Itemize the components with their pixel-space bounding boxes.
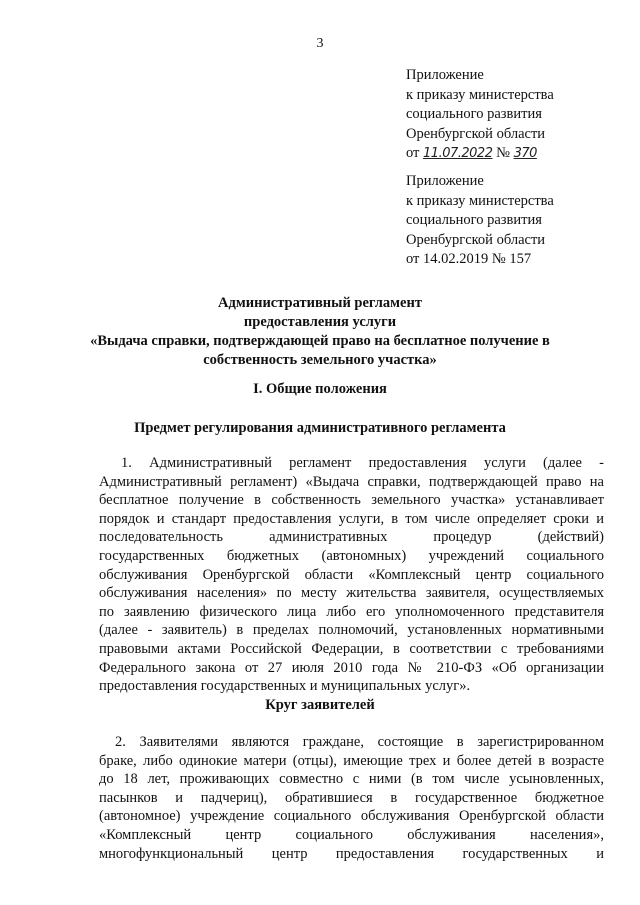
text-line: (автономное) учреждение социального обслуживания Оренбургской области (99, 808, 604, 825)
text-line: последовательность административных процедур (действий) (99, 529, 604, 546)
subsection-heading-subject: Предмет регулирования административного регламента (134, 420, 506, 436)
text-line: «Комплексный центр социального обслуживания населения», (99, 826, 604, 843)
paragraph-2 (99, 733, 604, 863)
appendix-line: социального развития (406, 106, 542, 122)
text-line: предоставления государственных и муниципальных услуг». (99, 678, 471, 695)
text-line: порядок и стандарт предоставления услуги, в том числе определяет сроки и (99, 510, 604, 527)
handwritten-date: 11.07.2022 (423, 146, 493, 161)
date-prefix: от (406, 145, 424, 161)
text-line: пасынков и падчериц), обратившиеся в государственное бюджетное (99, 789, 604, 806)
appendix-current-order (406, 66, 554, 164)
text-line: (далее - заявитель) в пределах полномочий, установленных нормативными (99, 622, 604, 639)
paragraph-1 (99, 454, 604, 696)
appendix-original-order (406, 172, 554, 270)
text-line: браке, либо одинокие матери (отцы), имеющие трех и более детей в возрасте (99, 752, 604, 769)
title-line: «Выдача справки, подтверждающей право на бесплатное получение в (90, 333, 550, 349)
text-line: 2. Заявителями являются граждане, состоящие в зарегистрированном (115, 734, 604, 750)
text-line: государственных бюджетных (автономных) учреждений социального (99, 547, 604, 564)
handwritten-number: 370 (513, 146, 537, 161)
text-line: обслуживания Оренбургской области «Комплексный центр социального (99, 566, 604, 583)
appendix-line: от 14.02.2019 № 157 (406, 251, 532, 267)
text-line: правовыми актами Российской Федерации, в соответствии с требованиями (99, 640, 604, 657)
text-line: многофункциональный центр предоставления государственных и (99, 845, 604, 862)
appendix-date-line (406, 144, 554, 164)
text-line: бесплатное получение в собственность земельного участка» устанавливает (99, 492, 604, 509)
appendix-line: Оренбургской области (406, 125, 546, 142)
title-line: Административный регламент (218, 295, 422, 311)
text-line: Административный регламент) «Выдача справки, подтверждающей право на (99, 473, 604, 490)
text-line: 1. Административный регламент предоставления услуги (далее - (121, 455, 604, 471)
text-line: по заявлению физического лица либо его уполномоченного представителя (99, 603, 604, 620)
appendix-line: Приложение (406, 173, 484, 189)
text-line: Федерального закона от 27 июля 2010 года № 210-ФЗ «Об организации (99, 659, 604, 676)
text-line: до 18 лет, проживающих совместно с ними (в том числе усыновленных, (99, 771, 604, 788)
title-line: собственность земельного участка» (203, 352, 437, 368)
number-prefix: № (492, 145, 514, 161)
appendix-line: Приложение (406, 67, 484, 83)
text-line: обслуживания населения» по месту жительства заявителя, осуществляемых (99, 585, 604, 602)
appendix-line: к приказу министерства (406, 192, 554, 209)
document-title (0, 294, 640, 370)
section-heading-general: I. Общие положения (253, 381, 387, 397)
appendix-line: социального развития (406, 212, 542, 228)
appendix-line: Оренбургской области (406, 231, 546, 248)
appendix-line: к приказу министерства (406, 86, 554, 103)
title-line: предоставления услуги (243, 314, 397, 330)
page-number: 3 (316, 36, 324, 51)
subsection-heading-applicants: Круг заявителей (265, 697, 375, 713)
